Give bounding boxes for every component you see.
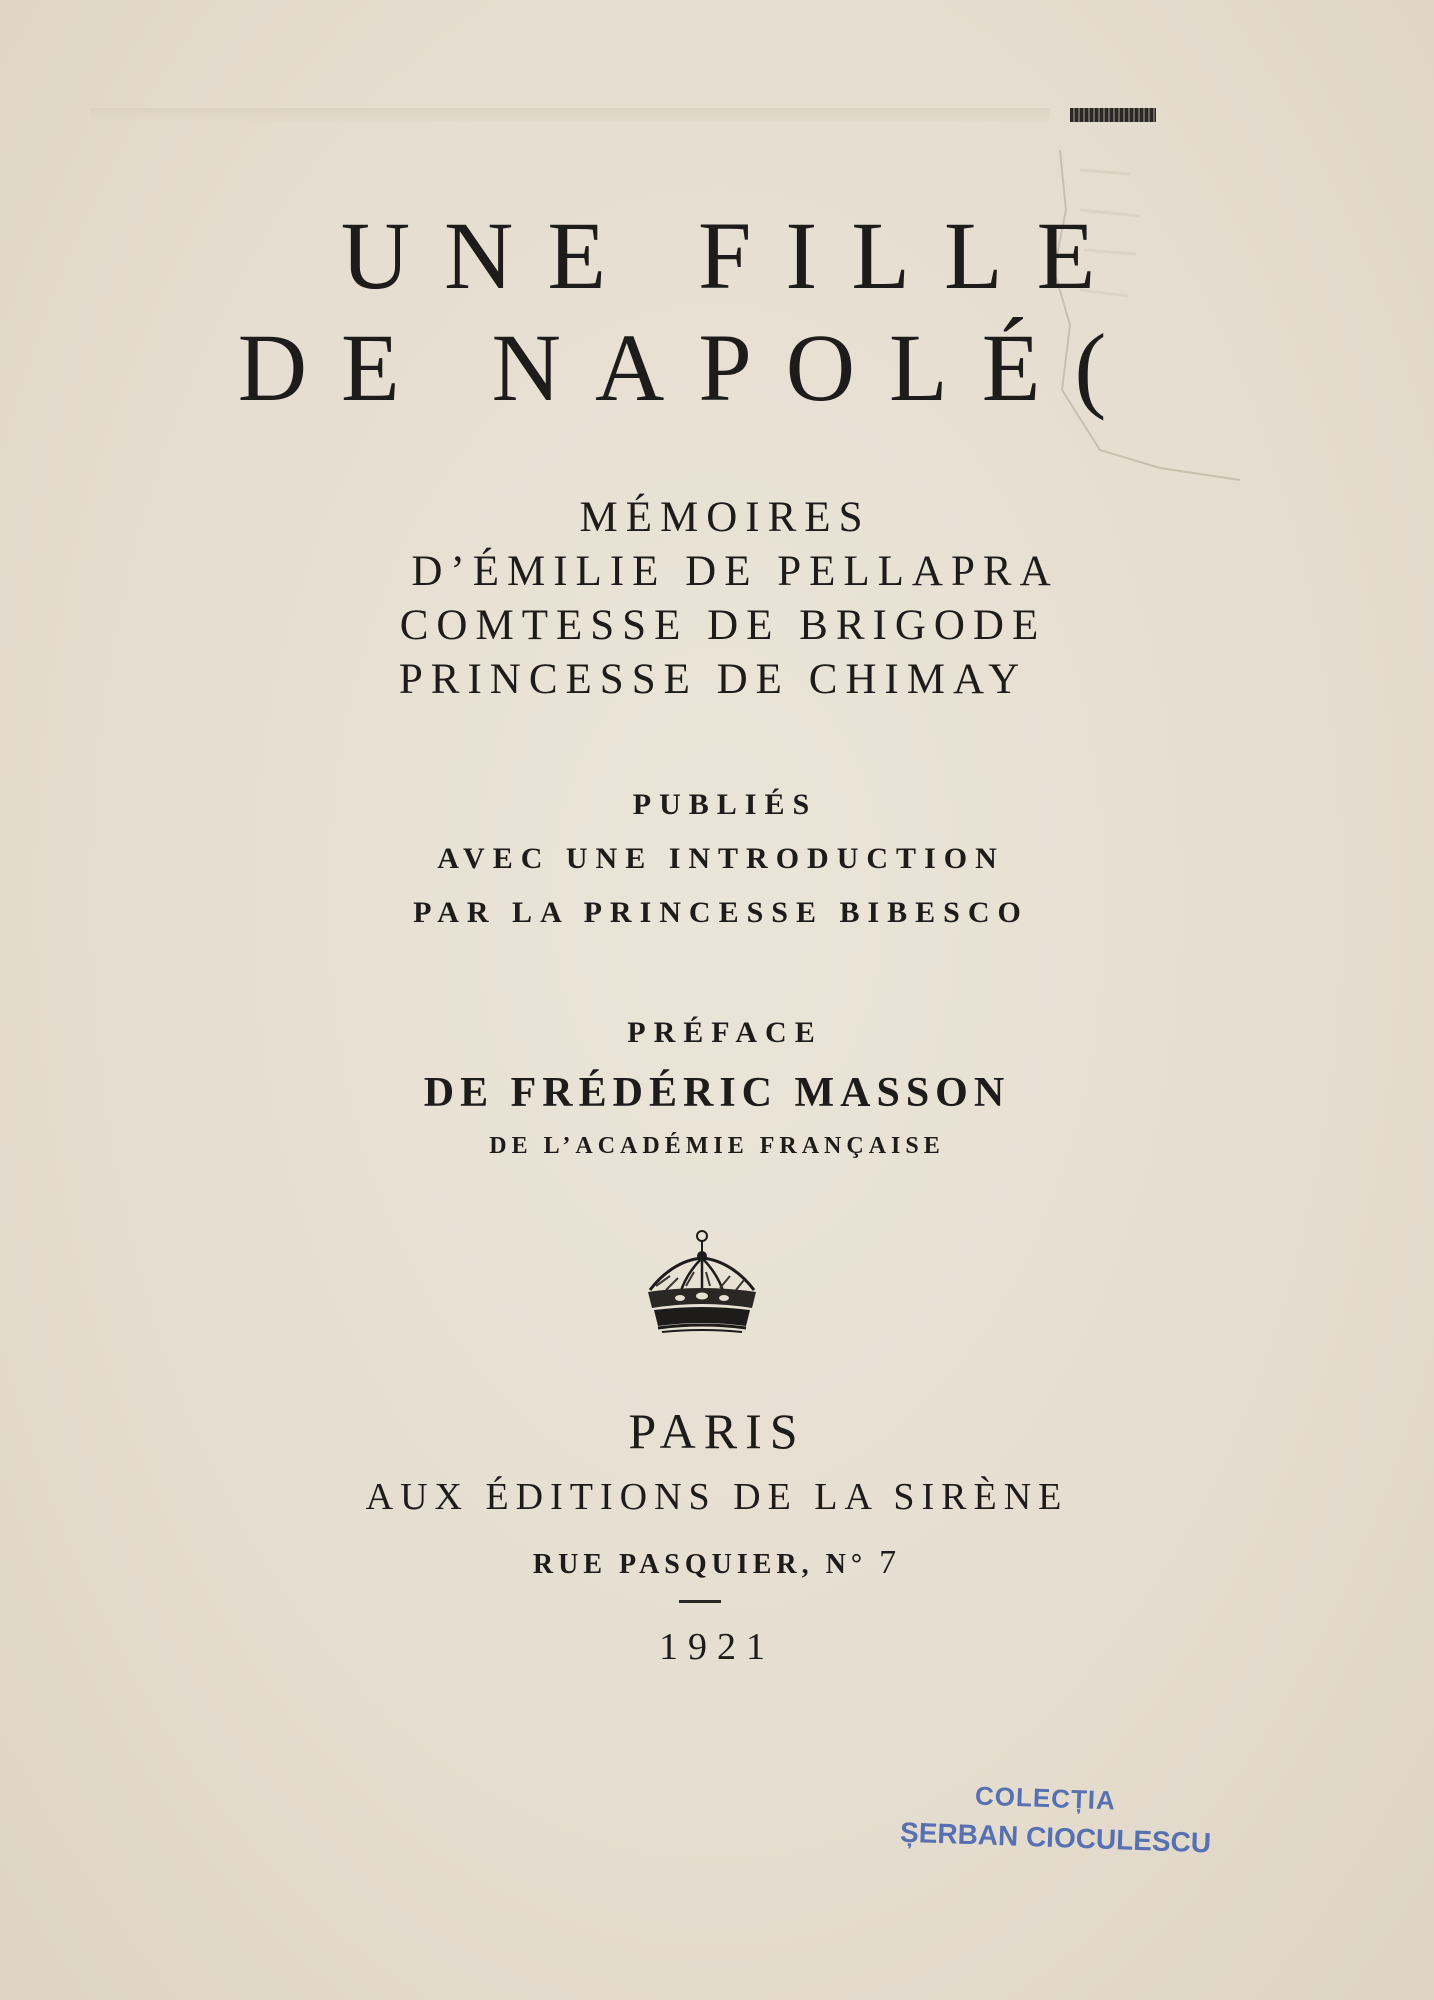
imprint-street-number: 7 [879,1544,902,1581]
publication-line-3: PAR LA PRINCESSE BIBESCO [413,896,1029,929]
preface-affiliation: DE L’ACADÉMIE FRANÇAISE [489,1133,945,1159]
imprint-publisher: AUX ÉDITIONS DE LA SIRÈNE [365,1476,1069,1518]
publication-line-2: AVEC UNE INTRODUCTION [437,842,1005,875]
preface-author: DE FRÉDÉRIC MASSON [423,1070,1011,1116]
subtitle-line-4: PRINCESSE DE CHIMAY [398,656,1028,703]
imprint-year: 1921 [659,1626,775,1668]
page-edge-shadow [90,108,1050,122]
printed-corner-mark [1070,108,1156,122]
imprint-city: PARIS [628,1403,806,1459]
collection-stamp-line-1: COLECȚIA [974,1780,1117,1816]
subtitle-line-1: MÉMOIRES [579,494,871,541]
rule-divider [679,1600,721,1603]
crown-icon [640,1228,764,1338]
preface-label: PRÉFACE [627,1016,823,1049]
title-line-2: DE NAPOLÉ( [237,314,1141,421]
imprint-address [0,1546,1434,1580]
title-line-1: UNE FILLE [340,202,1130,309]
collection-stamp-line-2: ȘERBAN CIOCULESCU [899,1816,1212,1859]
subtitle-line-3: COMTESSE DE BRIGODE [399,602,1047,649]
publication-line-1: PUBLIÉS [632,788,818,821]
subtitle-line-2: D’ÉMILIE DE PELLAPRA [411,548,1059,595]
imprint-street: RUE PASQUIER, N° [532,1549,868,1580]
